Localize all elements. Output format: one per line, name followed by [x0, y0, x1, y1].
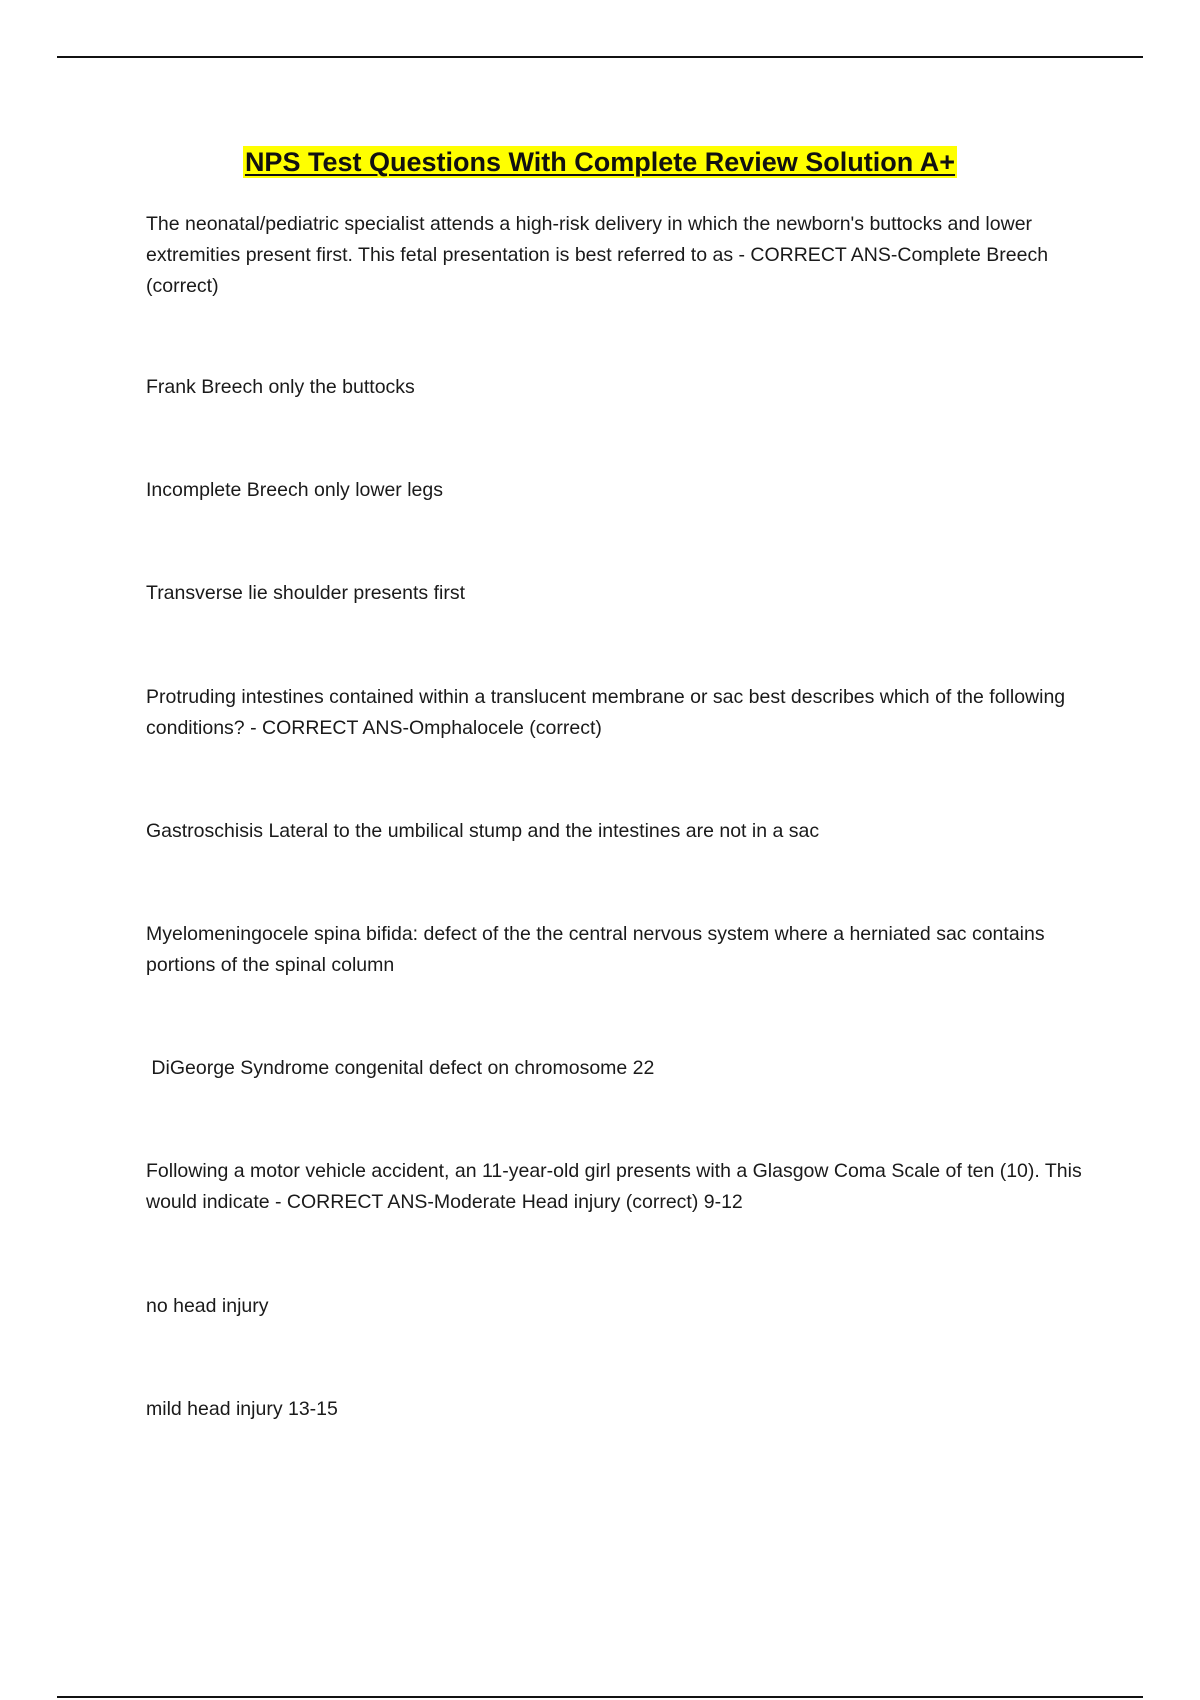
- answer-mild-head-injury: mild head injury 13-15: [146, 1398, 338, 1420]
- answer-gastroschisis: Gastroschisis Lateral to the umbilical stump and the intestines are not in a sac: [146, 820, 820, 842]
- document-title: NPS Test Questions With Complete Review Solution A+: [244, 147, 956, 177]
- answer-no-head-injury: no head injury: [146, 1295, 269, 1317]
- top-rule: [57, 56, 1143, 58]
- bottom-rule: [57, 1696, 1143, 1698]
- answer-incomplete-breech: Incomplete Breech only lower legs: [146, 479, 443, 501]
- title-container: [0, 146, 1200, 178]
- answer-myelomeningocele: Myelomeningocele spina bifida: defect of the the central nervous system where a herniated sac contains portions of the spinal column: [146, 923, 1045, 976]
- answer-frank-breech: Frank Breech only the buttocks: [146, 376, 415, 398]
- question-neonatal-breech: The neonatal/pediatric specialist attends a high-risk delivery in which the newborn's buttocks and lower extremities present first. This fetal presentation is best referred to as - CORRECT ANS-Complete Breech (correct): [146, 213, 1049, 297]
- answer-digeorge: DiGeorge Syndrome congenital defect on chromosome 22: [146, 1057, 655, 1079]
- question-omphalocele: Protruding intestines contained within a translucent membrane or sac best describes which of the following conditions? - CORRECT ANS-Omphalocele (correct): [146, 686, 1066, 739]
- answer-transverse-lie: Transverse lie shoulder presents first: [146, 582, 465, 604]
- question-glasgow-coma: Following a motor vehicle accident, an 11-year-old girl presents with a Glasgow Coma Scale of ten (10). This would indicate - CORRECT ANS-Moderate Head injury (correct) 9-12: [146, 1160, 1082, 1213]
